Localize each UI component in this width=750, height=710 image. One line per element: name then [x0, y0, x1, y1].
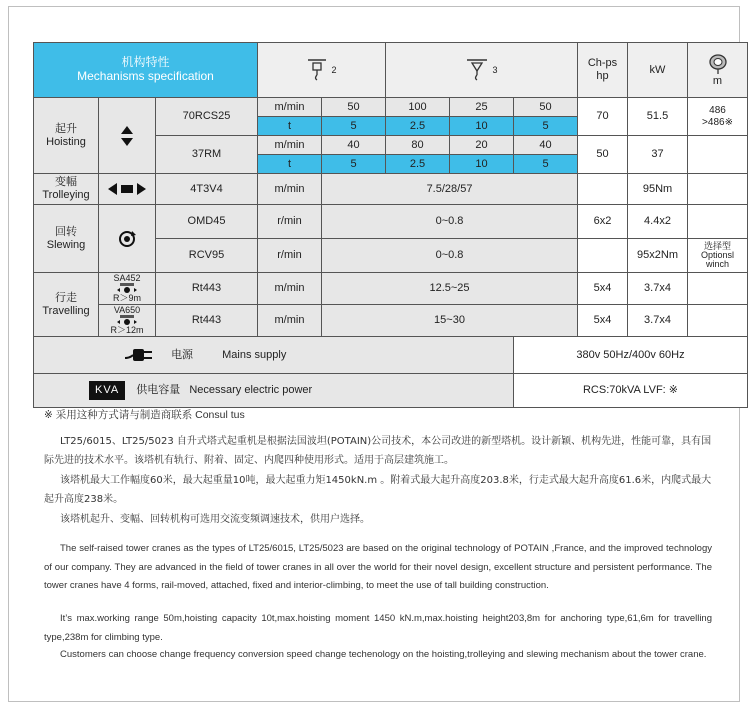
power-label-en: Necessary electric power [189, 384, 313, 397]
header-fall3-cell [386, 43, 578, 98]
hoisting-load-2-1: 5 [322, 155, 386, 174]
hoisting-load-2-3: 10 [450, 155, 514, 174]
mechanisms-spec-table [33, 42, 748, 408]
hoisting-load-unit-2: t [258, 155, 322, 174]
hoisting-speed-unit-2: m/min [258, 136, 322, 155]
travelling-hp-2: 5x4 [578, 305, 628, 337]
hook-two-fall-icon [306, 57, 328, 83]
header-hp: hp [596, 70, 609, 82]
trolleying-label-cn: 变幅 [55, 176, 77, 189]
up-down-arrow-icon [120, 125, 134, 147]
trolleying-kw: 95Nm [628, 174, 688, 205]
mains-label-cell [34, 337, 514, 374]
travelling-sub-cell-1 [99, 273, 156, 305]
hoisting-speed-1-1: 50 [322, 98, 386, 117]
cn-paragraph-3: 该塔机起升、变幅、回转机构可选用交流变频调速技术，供用户选择。 [60, 514, 370, 525]
hoisting-m-1: 486 >486※ [688, 98, 748, 136]
travelling-model-2: Rt443 [156, 305, 258, 337]
slewing-value-1: 0~0.8 [322, 205, 578, 239]
cn-paragraph-1: LT25/6015、LT25/5023 自升式塔式起重机是根据法国波坦(POTAIN)公司技术，本公司改进的新型塔机。设计新颖、机构先进，性能可靠，具有国际先进的技术水平。该塔机有轨行、附着、固定、内爬四种使用形式。适用于高层建筑施工。 [44, 436, 712, 466]
hoisting-load-2-4: 5 [514, 155, 578, 174]
slewing-label-en: Slewing [46, 238, 86, 251]
slewing-m-1 [688, 205, 748, 239]
hoisting-load-1-2: 2.5 [386, 117, 450, 136]
slewing-hp-2 [578, 239, 628, 273]
slewing-value-2: 0~0.8 [322, 239, 578, 273]
hoisting-m-2 [688, 136, 748, 174]
header-kw-cell [628, 43, 688, 98]
power-label-cell [34, 374, 514, 408]
hoisting-load-1-4: 5 [514, 117, 578, 136]
hoisting-load-2-2: 2.5 [386, 155, 450, 174]
hoisting-speed-unit-1: m/min [258, 98, 322, 117]
header-chps: Ch-ps [587, 57, 618, 70]
slewing-label-cn: 回转 [55, 225, 77, 238]
footnote: ※ 采用这种方式请与制造商联系 Consul tus [44, 409, 245, 421]
travelling-unit-2: m/min [258, 305, 322, 337]
trolleying-label-en: Trolleying [42, 189, 90, 201]
header-title-cn: 机构特性 [121, 55, 170, 70]
slewing-label-cell [34, 205, 99, 273]
slewing-kw-1: 4.4x2 [628, 205, 688, 239]
slewing-model-2: RCV95 [156, 239, 258, 273]
header-title-cell [34, 43, 258, 98]
hoisting-speed-2-1: 40 [322, 136, 386, 155]
hook-three-fall-icon [465, 57, 489, 83]
hoisting-model-1: 70RCS25 [156, 98, 258, 136]
header-hp-cell [578, 43, 628, 98]
slewing-unit-2: r/min [258, 239, 322, 273]
slewing-kw-2: 95x2Nm [628, 239, 688, 273]
slewing-hp-1: 6x2 [578, 205, 628, 239]
travelling-m-2 [688, 305, 748, 337]
trolleying-m [688, 174, 748, 205]
travelling-model-1: Rt443 [156, 273, 258, 305]
slewing-icon-cell [99, 205, 156, 273]
travelling-sub-cell-2 [99, 305, 156, 337]
fall2-label: 2 [331, 64, 337, 75]
travelling-radius-1: R＞9m [112, 293, 141, 303]
trolleying-icon-cell [99, 174, 156, 205]
travelling-label-cell [34, 273, 99, 337]
cn-paragraph-2: 该塔机最大工作幅度60米，最大起重量10吨，最大起重力矩1450kN.m 。附着式最大起升高度203.8米，行走式最大起升高度61.6米，内爬式最大起升高度238米。 [44, 475, 712, 505]
hoisting-speed-1-4: 50 [514, 98, 578, 117]
hoisting-speed-2-3: 20 [450, 136, 514, 155]
travelling-radius-2: R＞12m [110, 325, 144, 335]
en-paragraph-2: It’s max.working range 50m,hoisting capacity 10t,max.hoisting moment 1450 kN.m,max.hoisting height203,8m for anchoring type,61,6m for travelling type,238m for climbing type. [44, 613, 712, 643]
trolleying-label-cell [34, 174, 99, 205]
trolleying-model: 4T3V4 [156, 174, 258, 205]
travelling-m-1 [688, 273, 748, 305]
hoisting-hp-1: 70 [578, 98, 628, 136]
travelling-value-1: 12.5~25 [322, 273, 578, 305]
left-right-arrow-icon [107, 182, 147, 196]
travelling-hp-1: 5x4 [578, 273, 628, 305]
travelling-sub-2: VA650 [113, 305, 141, 315]
travelling-label-en: Travelling [42, 304, 90, 317]
drum-icon [705, 53, 731, 75]
header-m: m [712, 74, 723, 87]
en-paragraph-3: Customers can choose change frequency conversion speed change techenology on the hoisting,trolleying and slewing mechanism about the tower crane. [60, 649, 707, 660]
plug-icon [124, 346, 154, 364]
header-kw: kW [649, 63, 666, 76]
fall3-label: 3 [492, 64, 498, 75]
power-label-cn: 供电容量 [136, 384, 181, 397]
en-paragraph-1: The self-raised tower cranes as the types of LT25/6015, LT25/5023 are based on the original technology of POTAIN ,France, and the improved technology of our company. They are advanced in the field of tower cranes in all over the world for their novel design, excellent structure and persistent performance. The tower cranes have 4 forms, rail-moved, attached, fixed and interior-climbing, to meet the use of tall building construction. [44, 543, 712, 591]
header-m-cell [688, 43, 748, 98]
trolleying-unit: m/min [258, 174, 322, 205]
hoisting-icon-cell [99, 98, 156, 174]
slewing-model-1: OMD45 [156, 205, 258, 239]
trolleying-value: 7.5/28/57 [322, 174, 578, 205]
rotation-icon [117, 229, 137, 249]
hoisting-speed-1-2: 100 [386, 98, 450, 117]
header-fall2-cell [258, 43, 386, 98]
hoisting-kw-2: 37 [628, 136, 688, 174]
travelling-value-2: 15~30 [322, 305, 578, 337]
mains-label-en: Mains supply [222, 348, 287, 361]
hoisting-kw-1: 51.5 [628, 98, 688, 136]
kva-badge: KVA [89, 381, 125, 400]
hoisting-load-1-1: 5 [322, 117, 386, 136]
hoisting-label-cell [34, 98, 99, 174]
travelling-kw-1: 3.7x4 [628, 273, 688, 305]
hoisting-label-en: Hoisting [46, 135, 86, 148]
slewing-m-2: 选择型 Optionsl winch [688, 239, 748, 273]
travelling-unit-1: m/min [258, 273, 322, 305]
hoisting-load-1-3: 10 [450, 117, 514, 136]
hoisting-speed-2-4: 40 [514, 136, 578, 155]
hoisting-label-cn: 起升 [55, 122, 77, 135]
travelling-label-cn: 行走 [55, 291, 77, 304]
travelling-kw-2: 3.7x4 [628, 305, 688, 337]
hoisting-speed-1-3: 25 [450, 98, 514, 117]
hoisting-hp-2: 50 [578, 136, 628, 174]
header-title-en: Mechanisms specification [77, 69, 214, 83]
hoisting-model-2: 37RM [156, 136, 258, 174]
slewing-unit-1: r/min [258, 205, 322, 239]
power-value: RCS:70kVA LVF: ※ [514, 374, 748, 408]
hoisting-speed-2-2: 80 [386, 136, 450, 155]
mains-value: 380v 50Hz/400v 60Hz [514, 337, 748, 374]
travelling-sub-1: SA452 [113, 273, 141, 283]
mains-label-cn: 电源 [171, 348, 194, 361]
trolleying-hp [578, 174, 628, 205]
hoisting-load-unit-1: t [258, 117, 322, 136]
